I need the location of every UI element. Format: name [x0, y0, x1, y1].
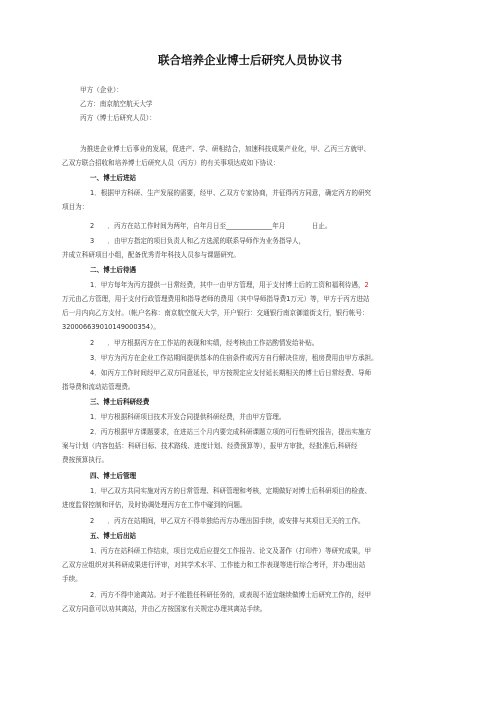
sec2-p3: 3．甲方为丙方在企业工作站期间提供基本的住宿条件或丙方自行解决住房，租房费用由甲方承担。 [90, 354, 378, 362]
party-c: 丙方（博士后研究人员）： [80, 114, 156, 122]
sec2-p4-line-2: 指导费和流动站管理费。 [62, 383, 135, 391]
sec1-p1-line-1: 1．根据甲方科研、生产发展的需要，经甲、乙双方专家协商，并征得丙方同意，确定丙方的研究 [90, 189, 372, 197]
party-b: 乙方：南京航空航天大学 [80, 100, 153, 108]
sec2-p1-red-number: 2 [364, 281, 369, 289]
section-2-heading: 二、博士后待遇 [90, 266, 137, 274]
sec1-p2: 2 ．丙方在站工作时间为两年，自年月日至______________年月 日止。 [90, 222, 332, 230]
section-5-heading: 五、博士后出站 [90, 532, 137, 540]
sec3-p2-line-1: 2．丙方根据甲方课题要求，在进站三个月内要完成科研课题立项的可行性研究报告，提出实施方 [90, 428, 372, 436]
sec1-p3-line-1: 3 ．由甲方指定的项目负责人和乙方选派的联系导师作为业务指导人， [90, 237, 306, 245]
sec4-p1-line-2: 进度监督控制和评估，及时协调处理丙方在工作中碰到的问题。 [62, 501, 247, 509]
document-title: 联合培养企业博士后研究人员协议书 [158, 53, 342, 67]
sec5-p1-line-1: 1．丙方在站科研工作结束，项目完成后应提交工作报告、论文及著作（打印件）等研究成果，甲 [90, 547, 372, 555]
intro-line-2: 乙双方联合招收和培养博士后研究人员（丙方）的有关事项达成如下协议： [62, 159, 280, 167]
sec5-p1-line-3: 手续。 [62, 575, 82, 583]
sec5-p2-line-1: 2．丙方不得中途离站。对于不能胜任科研任务的，或表现不适宜继续做博士后研究工作的，经甲 [90, 591, 372, 599]
party-a: 甲方（企业）： [80, 86, 123, 94]
section-4-heading: 四、博士后管理 [90, 472, 137, 480]
sec2-p2: 2 ．甲方根据丙方在工作站的表现和实绩，经考核由工作站酌情发给补贴。 [90, 339, 319, 347]
sec4-p2: 2 ．丙方在站期间，甲乙双方不得单独给丙方办理出国手续，或安排与其项目无关的工作。 [90, 517, 365, 525]
sec5-p2-line-2: 乙双方同意可以劝其离站，并由乙方按国家有关规定办理其离站手续。 [62, 605, 267, 613]
sec2-p1-line-1 [90, 281, 369, 290]
intro-line-1: 为推进企业博士后事业的发展，促进产、学、研相结合，加速科技成果产业化，甲、乙丙三方就甲、 [80, 145, 371, 153]
sec1-p1-line-2: 项目为： [62, 203, 89, 211]
sec3-p1: 1．甲方根据科研项目技术开发合同提供科研经费，并由甲方管理。 [90, 413, 286, 421]
sec2-p1-line-4: 320006639010149000354）。 [62, 323, 160, 331]
sec5-p1-line-2: 乙双方应组织对其科研成果进行评审，对其学术水平、工作能力和工作表现等进行综合考评，并办理出站 [62, 561, 366, 569]
sec2-p1-line-3: 后一月内向乙方支付。（帐户名称：南京航空航天大学，开户银行：交通银行南京御道街支行，银行帐号： [62, 309, 369, 317]
sec1-p3-line-2: 并成立科研项目小组，配备优秀青年科技人员参与课题研究。 [62, 251, 241, 259]
sec3-p2-line-3: 费按预算执行。 [62, 456, 109, 464]
sec2-p1-text: 1．甲方每年为丙方提供一日常经费，其中一由甲方管理，用于支付博士后的工资和福利待遇， [90, 281, 365, 289]
sec4-p1-line-1: 1．甲乙双方共同实施对丙方的日常管理、科研管理和考核，定期做好对博士后科研项目的检查、 [90, 487, 372, 495]
sec2-p4-line-1: 4．如丙方工作时间经甲乙双方同意延长，甲方按规定应支付延长期相关的博士后日常经费、导师 [90, 369, 372, 377]
section-1-heading: 一、博士后进站 [90, 174, 137, 182]
sec2-p1-line-2: 万元由乙方管理，用于支付行政管理费用和指导老师的费用（其中导师指导费1万元）等，甲方于丙方进站 [62, 295, 370, 303]
section-3-heading: 三、博士后科研经费 [90, 398, 150, 406]
sec3-p2-line-2: 案与计划（内容包括：科研目标、技术路线、进度计划、经费预算等），报甲方审批，经批准后,科研经 [62, 442, 358, 450]
